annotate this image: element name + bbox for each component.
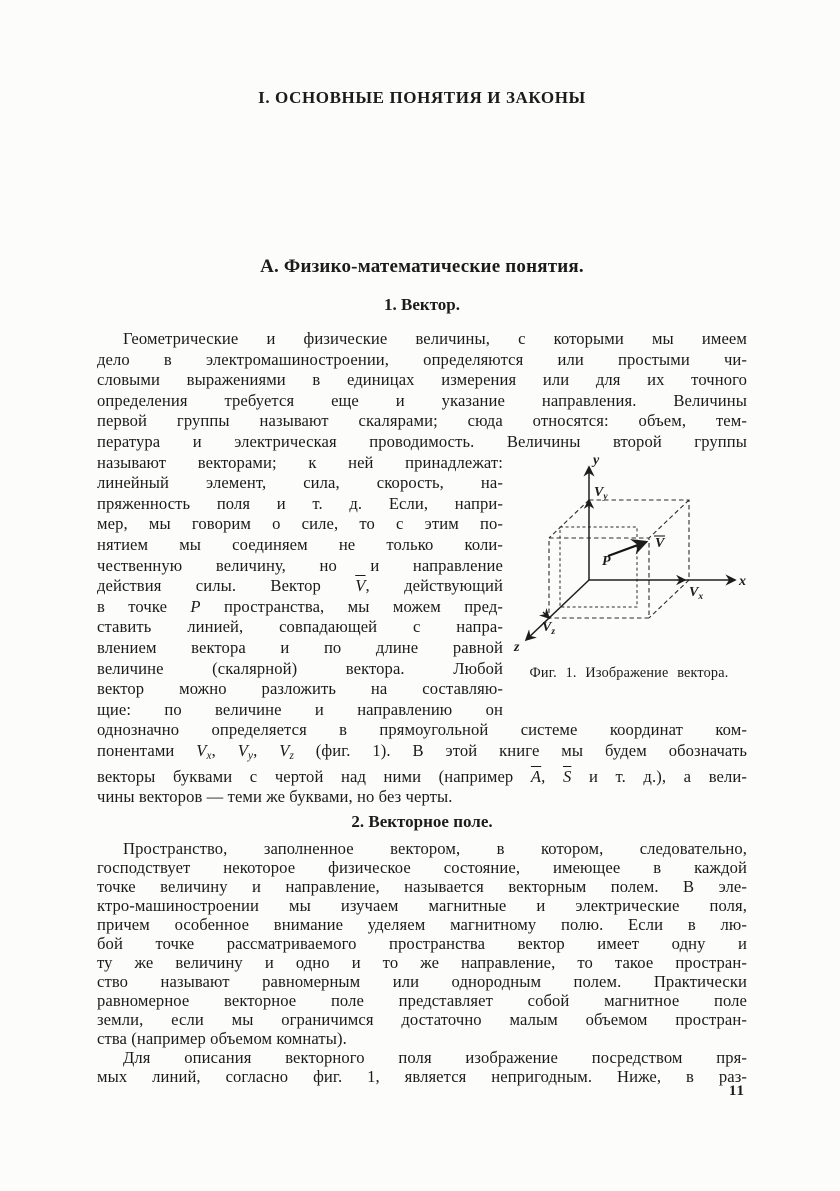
- figure-1: [505, 446, 753, 682]
- text-line: ктро-машиностроении мы изучаем магнитные и электрические поля,: [97, 895, 747, 915]
- text-line: мер, мы говорим о силе, то с этим по-: [97, 514, 503, 534]
- text-line: первой группы называют скалярами; сюда относятся: объем, тем-: [97, 411, 747, 431]
- text-line: дело в электромашиностроении, определяются или простыми чи-: [97, 349, 747, 369]
- text-line: называют векторами; к ней принадлежат:: [97, 452, 503, 472]
- paragraph-vector-field: [97, 839, 747, 1048]
- text-line: точке величину и направление, называется векторным полем. В эле-: [97, 876, 747, 896]
- page-number: 11: [728, 1083, 745, 1099]
- text-line: ставить линией, совпадающей с напра-: [97, 617, 503, 637]
- text-line: в точке P пространства, мы можем пред-: [97, 596, 503, 616]
- z-axis-label: z: [514, 640, 520, 655]
- box-edge: [649, 500, 689, 538]
- paragraph-field-description: [97, 1048, 747, 1086]
- text-line: причем особенное внимание уделяем магнитному полю. Если в лю-: [97, 914, 747, 934]
- text-line: Геометрические и физические величины, с которыми мы имеем: [123, 329, 747, 348]
- box-edge: [549, 500, 589, 538]
- x-axis-label: x: [739, 574, 746, 589]
- vector-diagram: [505, 446, 753, 661]
- vx-label: $V_x$: [689, 585, 704, 602]
- text-line: ство называют равномерным или однородным полем. Практически: [97, 971, 747, 991]
- text-line: словыми выражениями в единицах измерения или для их точного: [97, 370, 747, 390]
- text-line: величине (скалярной) вектора. Любой: [97, 658, 503, 678]
- subsection-vector-heading: 1. Вектор.: [383, 295, 460, 314]
- text-line: ту же величину и одно и то же направление, то такое простран-: [97, 952, 747, 972]
- text-line: линейный элемент, сила, скорость, на-: [97, 473, 503, 493]
- text-line: понентами Vx, Vy, Vz (фиг. 1). В этой книге мы будем обозначать: [97, 740, 747, 763]
- text-line: равномерное векторное поле представляет собой магнитное поле: [97, 990, 747, 1010]
- vz-label: $V_z$: [542, 620, 556, 637]
- vector-v-label: V: [655, 536, 665, 551]
- text-line: пряженность поля и т. д. Если, напри-: [97, 493, 503, 513]
- point-p-label: P: [602, 554, 611, 569]
- box-front-face: [549, 538, 649, 618]
- text-line: действия силы. Вектор $\overline{V}$, действующий: [97, 576, 503, 596]
- figure-caption: Фиг. 1. Изображение вектора.: [529, 665, 729, 681]
- y-axis-label: y: [593, 453, 600, 468]
- box-edge: [649, 580, 689, 618]
- z-axis: [526, 580, 589, 640]
- text-line: ства (например объемом комнаты).: [97, 1028, 347, 1048]
- text-line: мых линий, согласно фиг. 1, является непригодным. Ниже, в раз-: [97, 1066, 747, 1086]
- section-heading: А. Физико-математические понятия.: [260, 256, 584, 277]
- text-line: однозначно определяется в прямоугольной системе координат ком-: [97, 720, 747, 740]
- text-line: векторы буквами с чертой над ними (например $\overline{A}$, $\overline{S}$ и т. д.), а вели-: [97, 766, 747, 786]
- text-line: нятием мы соединяем не только коли-: [97, 534, 503, 554]
- text-line: бой точке рассматриваемого пространства вектор имеет одну и: [97, 933, 747, 953]
- box-mid-section: [560, 527, 637, 607]
- text-line: пература и электрическая проводимость. Величины второй группы: [97, 431, 747, 451]
- text-line: земли, если мы ограничимся достаточно малым объемом простран-: [97, 1009, 747, 1029]
- vy-label: $V_y$: [594, 485, 608, 502]
- text-line: чины векторов — теми же буквами, но без черты.: [97, 787, 453, 807]
- chapter-title: I. ОСНОВНЫЕ ПОНЯТИЯ И ЗАКОНЫ: [258, 88, 586, 107]
- vector-v-arrow: [608, 542, 646, 556]
- vz-component-arrow: [543, 612, 549, 618]
- text-line: чественную величину, но и направление: [97, 555, 503, 575]
- text-line: вектор можно разложить на составляю-: [97, 679, 503, 699]
- subsection-vector-field-heading: 2. Векторное поле.: [351, 811, 493, 831]
- text-line: влением вектора и по длине равной: [97, 637, 503, 657]
- text-line: господствует некоторое физическое состояние, имеющее в каждой: [97, 857, 747, 877]
- text-line: Пространство, заполненное вектором, в котором, следовательно,: [123, 838, 747, 858]
- text-line: определения требуется еще и указание направления. Величины: [97, 390, 747, 410]
- text-line: щие: по величине и направлению он: [97, 699, 503, 719]
- text-line: Для описания векторного поля изображение посредством пря-: [123, 1047, 747, 1067]
